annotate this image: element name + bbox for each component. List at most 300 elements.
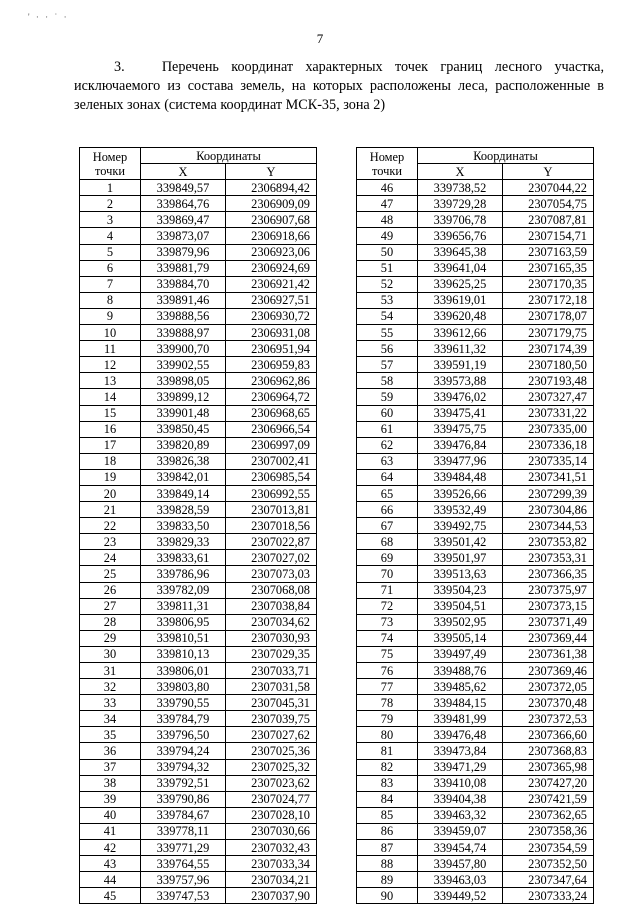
- point-number-cell: 74: [357, 630, 418, 646]
- point-number-cell: 10: [80, 325, 141, 341]
- table-row: [357, 711, 594, 727]
- x-coordinate-cell: 339782,09: [141, 582, 226, 598]
- page-number: 7: [316, 31, 324, 46]
- x-coordinate-cell: 339573,88: [418, 373, 503, 389]
- point-number-cell: 14: [80, 389, 141, 405]
- table-row: [80, 598, 317, 614]
- x-coordinate-cell: 339884,70: [141, 276, 226, 292]
- point-number-cell: 69: [357, 550, 418, 566]
- point-number-cell: 73: [357, 614, 418, 630]
- table-row: [80, 534, 317, 550]
- x-coordinate-cell: 339591,19: [418, 357, 503, 373]
- table-row: [357, 357, 594, 373]
- y-coordinate-cell: 2306921,42: [226, 276, 317, 292]
- point-number-cell: 41: [80, 823, 141, 839]
- point-number-cell: 86: [357, 823, 418, 839]
- x-coordinate-cell: 339792,51: [141, 775, 226, 791]
- y-coordinate-cell: 2306907,68: [226, 212, 317, 228]
- section-number: 3.: [114, 59, 125, 75]
- x-coordinate-cell: 339790,86: [141, 791, 226, 807]
- point-number-cell: 17: [80, 437, 141, 453]
- x-coordinate-cell: 339463,32: [418, 807, 503, 823]
- point-number-cell: 25: [80, 566, 141, 582]
- y-coordinate-cell: 2307375,97: [503, 582, 594, 598]
- table-row: [80, 292, 317, 308]
- x-coordinate-cell: 339850,45: [141, 421, 226, 437]
- y-coordinate-cell: 2307370,48: [503, 695, 594, 711]
- y-coordinate-cell: 2307002,41: [226, 453, 317, 469]
- point-number-cell: 89: [357, 872, 418, 888]
- point-number-cell: 52: [357, 276, 418, 292]
- table-row: [357, 840, 594, 856]
- x-coordinate-cell: 339757,96: [141, 872, 226, 888]
- y-coordinate-cell: 2307336,18: [503, 437, 594, 453]
- point-number-cell: 31: [80, 663, 141, 679]
- point-number-cell: 29: [80, 630, 141, 646]
- point-number-cell: 24: [80, 550, 141, 566]
- table-row: [80, 308, 317, 324]
- table-row: [357, 502, 594, 518]
- point-number-cell: 77: [357, 679, 418, 695]
- x-coordinate-cell: 339473,84: [418, 743, 503, 759]
- x-coordinate-cell: 339784,67: [141, 807, 226, 823]
- x-coordinate-cell: 339502,95: [418, 614, 503, 630]
- x-coordinate-cell: 339475,75: [418, 421, 503, 437]
- table-row: [357, 373, 594, 389]
- x-coordinate-cell: 339484,48: [418, 469, 503, 485]
- y-coordinate-cell: 2307034,21: [226, 872, 317, 888]
- x-coordinate-cell: 339806,01: [141, 663, 226, 679]
- point-number-cell: 26: [80, 582, 141, 598]
- y-coordinate-cell: 2307013,81: [226, 502, 317, 518]
- x-coordinate-cell: 339833,61: [141, 550, 226, 566]
- y-coordinate-cell: 2307365,98: [503, 759, 594, 775]
- x-coordinate-cell: 339501,97: [418, 550, 503, 566]
- x-coordinate-cell: 339826,38: [141, 453, 226, 469]
- y-coordinate-cell: 2307073,03: [226, 566, 317, 582]
- x-coordinate-cell: 339497,49: [418, 646, 503, 662]
- coordinates-table-right: [356, 147, 594, 904]
- table-row: [357, 695, 594, 711]
- x-coordinate-cell: 339476,84: [418, 437, 503, 453]
- table-row: [80, 856, 317, 872]
- point-number-cell: 23: [80, 534, 141, 550]
- x-coordinate-cell: 339771,29: [141, 840, 226, 856]
- point-number-cell: 75: [357, 646, 418, 662]
- x-coordinate-cell: 339410,08: [418, 775, 503, 791]
- x-coordinate-cell: 339504,51: [418, 598, 503, 614]
- point-number-cell: 71: [357, 582, 418, 598]
- y-coordinate-cell: 2306964,72: [226, 389, 317, 405]
- point-number-cell: 80: [357, 727, 418, 743]
- y-coordinate-cell: 2307087,81: [503, 212, 594, 228]
- y-coordinate-cell: 2307027,02: [226, 550, 317, 566]
- y-coordinate-cell: 2307024,77: [226, 791, 317, 807]
- x-coordinate-cell: 339902,55: [141, 357, 226, 373]
- y-coordinate-cell: 2307025,32: [226, 759, 317, 775]
- y-coordinate-cell: 2307427,20: [503, 775, 594, 791]
- y-coordinate-cell: 2307025,36: [226, 743, 317, 759]
- y-coordinate-cell: 2307344,53: [503, 518, 594, 534]
- header-point-number-line2: точки: [371, 163, 402, 178]
- table-row: [80, 373, 317, 389]
- x-coordinate-cell: 339463,03: [418, 872, 503, 888]
- y-coordinate-cell: 2306923,06: [226, 244, 317, 260]
- y-coordinate-cell: 2307044,22: [503, 180, 594, 196]
- x-coordinate-cell: 339471,29: [418, 759, 503, 775]
- point-number-cell: 81: [357, 743, 418, 759]
- coordinates-table-left-body: [80, 180, 317, 904]
- point-number-cell: 68: [357, 534, 418, 550]
- table-row: [357, 421, 594, 437]
- y-coordinate-cell: 2307372,53: [503, 711, 594, 727]
- y-coordinate-cell: 2306962,86: [226, 373, 317, 389]
- x-coordinate-cell: 339803,80: [141, 679, 226, 695]
- y-coordinate-cell: 2307180,50: [503, 357, 594, 373]
- table-row: [357, 630, 594, 646]
- y-coordinate-cell: 2306918,66: [226, 228, 317, 244]
- x-coordinate-cell: 339485,62: [418, 679, 503, 695]
- x-coordinate-cell: 339901,48: [141, 405, 226, 421]
- x-coordinate-cell: 339888,97: [141, 325, 226, 341]
- x-coordinate-cell: 339842,01: [141, 469, 226, 485]
- table-row: [80, 228, 317, 244]
- table-row: [80, 759, 317, 775]
- y-coordinate-cell: 2307179,75: [503, 325, 594, 341]
- point-number-cell: 56: [357, 341, 418, 357]
- point-number-cell: 87: [357, 840, 418, 856]
- x-coordinate-cell: 339786,96: [141, 566, 226, 582]
- table-row: [80, 566, 317, 582]
- y-coordinate-cell: 2307347,64: [503, 872, 594, 888]
- y-coordinate-cell: 2307341,51: [503, 469, 594, 485]
- table-row: [357, 759, 594, 775]
- x-coordinate-cell: 339532,49: [418, 502, 503, 518]
- table-row: [357, 180, 594, 196]
- y-coordinate-cell: 2307174,39: [503, 341, 594, 357]
- y-coordinate-cell: 2306927,51: [226, 292, 317, 308]
- x-coordinate-cell: 339764,55: [141, 856, 226, 872]
- y-coordinate-cell: 2307033,71: [226, 663, 317, 679]
- point-number-cell: 2: [80, 196, 141, 212]
- y-coordinate-cell: 2307031,58: [226, 679, 317, 695]
- y-coordinate-cell: 2306959,83: [226, 357, 317, 373]
- x-coordinate-cell: 339833,50: [141, 518, 226, 534]
- x-coordinate-cell: 339864,76: [141, 196, 226, 212]
- table-row: [357, 196, 594, 212]
- table-row: [357, 566, 594, 582]
- table-row: [357, 856, 594, 872]
- point-number-cell: 28: [80, 614, 141, 630]
- table-row: [80, 807, 317, 823]
- point-number-cell: 46: [357, 180, 418, 196]
- table-row: [357, 308, 594, 324]
- y-coordinate-cell: 2307335,14: [503, 453, 594, 469]
- y-coordinate-cell: 2307353,31: [503, 550, 594, 566]
- table-row: [357, 646, 594, 662]
- point-number-cell: 42: [80, 840, 141, 856]
- table-row: [357, 582, 594, 598]
- y-coordinate-cell: 2307299,39: [503, 485, 594, 501]
- y-coordinate-cell: 2307034,62: [226, 614, 317, 630]
- y-coordinate-cell: 2307023,62: [226, 775, 317, 791]
- y-coordinate-cell: 2306894,42: [226, 180, 317, 196]
- y-coordinate-cell: 2307193,48: [503, 373, 594, 389]
- x-coordinate-cell: 339475,41: [418, 405, 503, 421]
- table-row: [80, 646, 317, 662]
- table-row: [357, 679, 594, 695]
- table-row: [357, 807, 594, 823]
- table-row: [80, 711, 317, 727]
- point-number-cell: 6: [80, 260, 141, 276]
- point-number-cell: 88: [357, 856, 418, 872]
- y-coordinate-cell: 2307154,71: [503, 228, 594, 244]
- table-row: [357, 325, 594, 341]
- y-coordinate-cell: 2307354,59: [503, 840, 594, 856]
- table-row: [80, 469, 317, 485]
- table-row: [357, 791, 594, 807]
- x-coordinate-cell: 339454,74: [418, 840, 503, 856]
- point-number-cell: 30: [80, 646, 141, 662]
- y-coordinate-cell: 2307033,34: [226, 856, 317, 872]
- point-number-cell: 51: [357, 260, 418, 276]
- table-row: [80, 389, 317, 405]
- y-coordinate-cell: 2307030,66: [226, 823, 317, 839]
- table-row: [80, 405, 317, 421]
- coordinates-table-left: [79, 147, 317, 904]
- table-row: [357, 727, 594, 743]
- y-coordinate-cell: 2307331,22: [503, 405, 594, 421]
- point-number-cell: 50: [357, 244, 418, 260]
- y-coordinate-cell: 2306951,94: [226, 341, 317, 357]
- point-number-cell: 65: [357, 485, 418, 501]
- table-row: [80, 791, 317, 807]
- x-coordinate-cell: 339879,96: [141, 244, 226, 260]
- point-number-cell: 76: [357, 663, 418, 679]
- x-coordinate-cell: 339641,04: [418, 260, 503, 276]
- x-coordinate-cell: 339794,32: [141, 759, 226, 775]
- point-number-cell: 47: [357, 196, 418, 212]
- x-coordinate-cell: 339645,38: [418, 244, 503, 260]
- y-coordinate-cell: 2306930,72: [226, 308, 317, 324]
- table-row: [357, 389, 594, 405]
- table-row: [80, 695, 317, 711]
- x-coordinate-cell: 339810,13: [141, 646, 226, 662]
- y-coordinate-cell: 2307028,10: [226, 807, 317, 823]
- table-row: [357, 228, 594, 244]
- point-number-cell: 21: [80, 502, 141, 518]
- header-coordinates: Координаты: [141, 148, 317, 164]
- table-row: [80, 485, 317, 501]
- y-coordinate-cell: 2306966,54: [226, 421, 317, 437]
- y-coordinate-cell: 2307045,31: [226, 695, 317, 711]
- table-row: [80, 663, 317, 679]
- point-number-cell: 40: [80, 807, 141, 823]
- y-coordinate-cell: 2306909,09: [226, 196, 317, 212]
- y-coordinate-cell: 2307018,56: [226, 518, 317, 534]
- x-coordinate-cell: 339449,52: [418, 888, 503, 904]
- x-coordinate-cell: 339790,55: [141, 695, 226, 711]
- table-row: [80, 341, 317, 357]
- y-coordinate-cell: 2307366,35: [503, 566, 594, 582]
- table-row: [80, 743, 317, 759]
- y-coordinate-cell: 2307054,75: [503, 196, 594, 212]
- table-row: [357, 437, 594, 453]
- x-coordinate-cell: 339869,47: [141, 212, 226, 228]
- x-coordinate-cell: 339477,96: [418, 453, 503, 469]
- x-coordinate-cell: 339738,52: [418, 180, 503, 196]
- table-row: [357, 260, 594, 276]
- point-number-cell: 3: [80, 212, 141, 228]
- table-row: [80, 325, 317, 341]
- y-coordinate-cell: 2307032,43: [226, 840, 317, 856]
- header-point-number-line1: Номер: [92, 149, 128, 164]
- y-coordinate-cell: 2307372,05: [503, 679, 594, 695]
- y-coordinate-cell: 2307353,82: [503, 534, 594, 550]
- y-coordinate-cell: 2307327,47: [503, 389, 594, 405]
- table-row: [80, 180, 317, 196]
- point-number-cell: 5: [80, 244, 141, 260]
- y-coordinate-cell: 2307038,84: [226, 598, 317, 614]
- x-coordinate-cell: 339829,33: [141, 534, 226, 550]
- x-coordinate-cell: 339811,31: [141, 598, 226, 614]
- table-row: [80, 550, 317, 566]
- point-number-cell: 1: [80, 180, 141, 196]
- table-row: [357, 550, 594, 566]
- table-row: [357, 485, 594, 501]
- y-coordinate-cell: 2307178,07: [503, 308, 594, 324]
- table-row: [80, 840, 317, 856]
- y-coordinate-cell: 2307352,50: [503, 856, 594, 872]
- point-number-cell: 43: [80, 856, 141, 872]
- x-coordinate-cell: 339849,57: [141, 180, 226, 196]
- x-coordinate-cell: 339888,56: [141, 308, 226, 324]
- point-number-cell: 61: [357, 421, 418, 437]
- point-number-cell: 19: [80, 469, 141, 485]
- table-row: [80, 244, 317, 260]
- table-row: [357, 614, 594, 630]
- point-number-cell: 82: [357, 759, 418, 775]
- y-coordinate-cell: 2307373,15: [503, 598, 594, 614]
- x-coordinate-cell: 339873,07: [141, 228, 226, 244]
- point-number-cell: 67: [357, 518, 418, 534]
- point-number-cell: 70: [357, 566, 418, 582]
- point-number-cell: 59: [357, 389, 418, 405]
- point-number-cell: 78: [357, 695, 418, 711]
- x-coordinate-cell: 339898,05: [141, 373, 226, 389]
- x-coordinate-cell: 339619,01: [418, 292, 503, 308]
- table-row: [357, 292, 594, 308]
- x-coordinate-cell: 339747,53: [141, 888, 226, 904]
- table-row: [80, 775, 317, 791]
- y-coordinate-cell: 2306924,69: [226, 260, 317, 276]
- header-point-number: [80, 148, 141, 180]
- section-heading: [74, 58, 604, 115]
- table-row: [357, 276, 594, 292]
- table-row: [80, 888, 317, 904]
- y-coordinate-cell: 2306968,65: [226, 405, 317, 421]
- table-row: [80, 823, 317, 839]
- point-number-cell: 12: [80, 357, 141, 373]
- table-row: [80, 196, 317, 212]
- point-number-cell: 55: [357, 325, 418, 341]
- y-coordinate-cell: 2307369,44: [503, 630, 594, 646]
- x-coordinate-cell: 339513,63: [418, 566, 503, 582]
- table-row: [357, 598, 594, 614]
- point-number-cell: 18: [80, 453, 141, 469]
- table-row: [357, 534, 594, 550]
- y-coordinate-cell: 2307358,36: [503, 823, 594, 839]
- table-row: [80, 437, 317, 453]
- y-coordinate-cell: 2307371,49: [503, 614, 594, 630]
- y-coordinate-cell: 2307366,60: [503, 727, 594, 743]
- x-coordinate-cell: 339611,32: [418, 341, 503, 357]
- point-number-cell: 44: [80, 872, 141, 888]
- x-coordinate-cell: 339526,66: [418, 485, 503, 501]
- x-coordinate-cell: 339899,12: [141, 389, 226, 405]
- y-coordinate-cell: 2307029,35: [226, 646, 317, 662]
- point-number-cell: 15: [80, 405, 141, 421]
- point-number-cell: 27: [80, 598, 141, 614]
- point-number-cell: 37: [80, 759, 141, 775]
- x-coordinate-cell: 339484,15: [418, 695, 503, 711]
- table-row: [80, 518, 317, 534]
- x-coordinate-cell: 339828,59: [141, 502, 226, 518]
- table-row: [80, 582, 317, 598]
- point-number-cell: 66: [357, 502, 418, 518]
- y-coordinate-cell: 2307170,35: [503, 276, 594, 292]
- table-row: [80, 260, 317, 276]
- y-coordinate-cell: 2307030,93: [226, 630, 317, 646]
- point-number-cell: 16: [80, 421, 141, 437]
- point-number-cell: 45: [80, 888, 141, 904]
- table-row: [357, 775, 594, 791]
- table-row: [80, 421, 317, 437]
- point-number-cell: 90: [357, 888, 418, 904]
- table-row: [80, 502, 317, 518]
- point-number-cell: 57: [357, 357, 418, 373]
- x-coordinate-cell: 339810,51: [141, 630, 226, 646]
- table-row: [357, 743, 594, 759]
- y-coordinate-cell: 2307163,59: [503, 244, 594, 260]
- point-number-cell: 64: [357, 469, 418, 485]
- x-coordinate-cell: 339625,25: [418, 276, 503, 292]
- x-coordinate-cell: 339806,95: [141, 614, 226, 630]
- point-number-cell: 8: [80, 292, 141, 308]
- point-number-cell: 72: [357, 598, 418, 614]
- table-row: [357, 518, 594, 534]
- y-coordinate-cell: 2307304,86: [503, 502, 594, 518]
- header-x: X: [418, 164, 503, 180]
- point-number-cell: 9: [80, 308, 141, 324]
- y-coordinate-cell: 2307172,18: [503, 292, 594, 308]
- header-y: Y: [503, 164, 594, 180]
- table-row: [80, 276, 317, 292]
- scan-marks: ' · · ˙ ·: [28, 12, 69, 22]
- table-row: [80, 872, 317, 888]
- x-coordinate-cell: 339900,70: [141, 341, 226, 357]
- x-coordinate-cell: 339849,14: [141, 485, 226, 501]
- y-coordinate-cell: 2307027,62: [226, 727, 317, 743]
- point-number-cell: 11: [80, 341, 141, 357]
- y-coordinate-cell: 2306985,54: [226, 469, 317, 485]
- table-row: [357, 888, 594, 904]
- table-row: [357, 663, 594, 679]
- point-number-cell: 49: [357, 228, 418, 244]
- point-number-cell: 20: [80, 485, 141, 501]
- x-coordinate-cell: 339794,24: [141, 743, 226, 759]
- table-row: [80, 630, 317, 646]
